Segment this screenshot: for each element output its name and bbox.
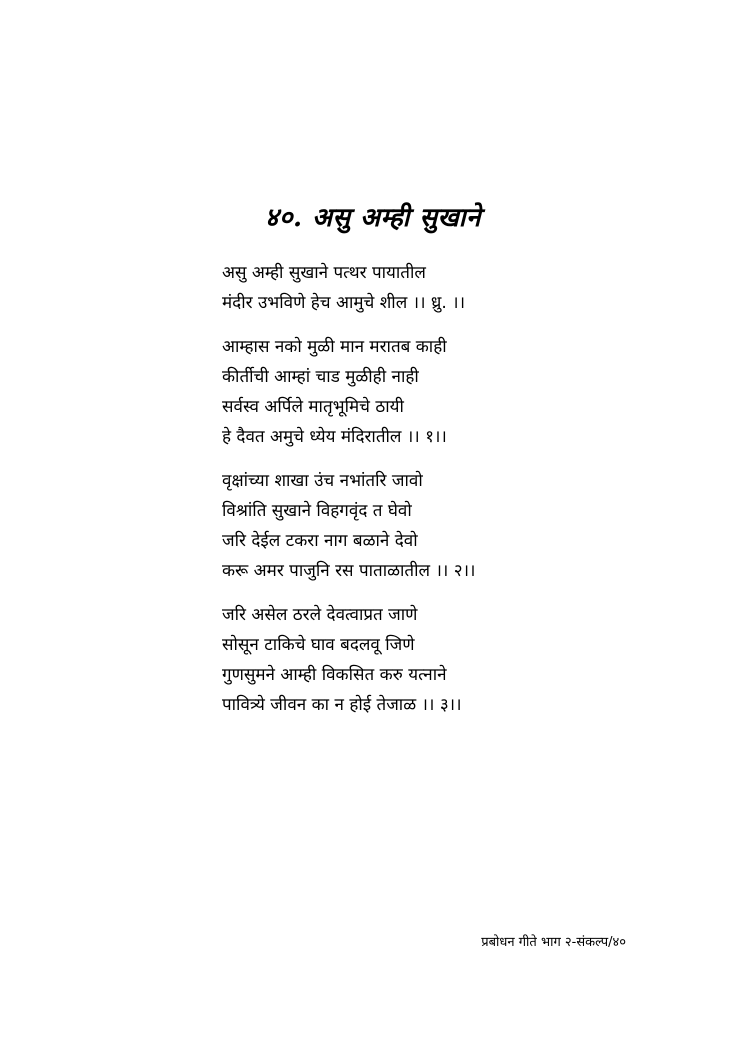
poem-line: पावित्र्ये जीवन का न होई तेजाळ ।। ३।। (222, 695, 462, 715)
poem-line: कीर्तीची आम्हां चाड मुळीही नाही (222, 367, 419, 387)
poem-line: जरि देईल टकरा नाग बळाने देवो (222, 531, 418, 551)
poem-line: आम्हास नको मुळी मान मरातब काही (222, 337, 447, 357)
poem-line: हे दैवत अमुचे ध्येय मंदिरातील ।। १।। (222, 427, 447, 447)
poem-line: असु अम्ही सुखाने पत्थर पायातील (222, 263, 426, 283)
poem-line: वृक्षांच्या शाखा उंच नभांतरि जावो (222, 471, 423, 491)
poem-line: विश्रांति सुखाने विहगवृंद त घेवो (222, 501, 412, 521)
poem-line: सर्वस्व अर्पिले मातृभूमिचे ठायी (222, 397, 404, 417)
stanza-3 (222, 600, 682, 720)
poem-line: गुणसुमने आम्ही विकसित करु यत्नाने (222, 665, 447, 685)
stanza-2 (222, 466, 682, 586)
poem-body (222, 258, 682, 734)
stanza-1 (222, 332, 682, 452)
poem-title: ४०. असु अम्ही सुखाने (265, 203, 481, 233)
poem-line: मंदीर उभविणे हेच आमुचे शील ।। ध्रु. ।। (222, 293, 466, 313)
poem-line: सोसून टाकिचे घाव बदलवू जिणे (222, 635, 415, 655)
page-footer: प्रबोधन गीते भाग २-संकल्प/४० (481, 935, 626, 950)
stanza-refrain (222, 258, 682, 318)
poem-line: करू अमर पाजुनि रस पाताळातील ।। २।। (222, 561, 476, 581)
poem-line: जरि असेल ठरले देवत्वाप्रत जाणे (222, 605, 418, 625)
